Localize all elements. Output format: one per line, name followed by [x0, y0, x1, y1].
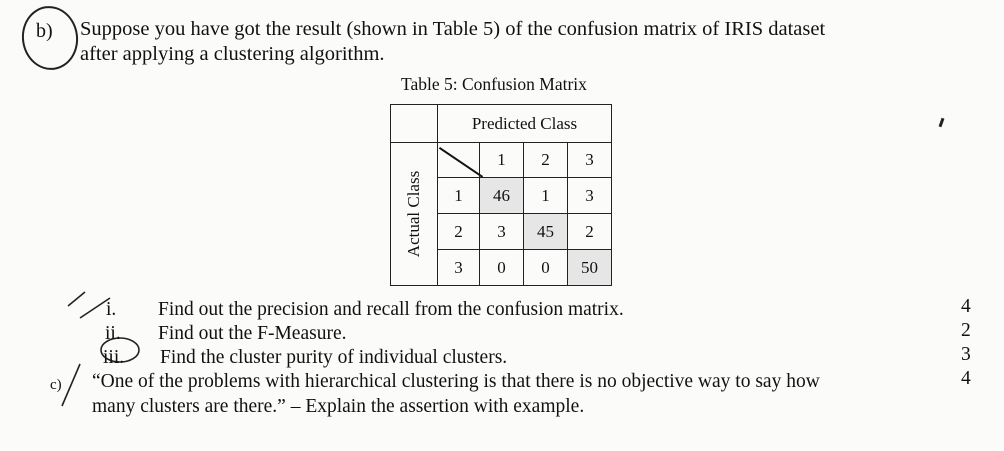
- item-c-marker: c): [50, 377, 62, 393]
- row-header-1: 1: [438, 178, 480, 214]
- diagonal-corner-cell: [438, 143, 480, 178]
- item-i-marker: i.: [106, 299, 117, 320]
- item-iii-marks: 3: [961, 344, 971, 365]
- item-c-marks: 4: [961, 368, 971, 389]
- row-header-2: 2: [438, 214, 480, 250]
- item-c-line1: “One of the problems with hierarchical clustering is that there is no objective way to say how: [92, 371, 820, 392]
- table-cell: 0: [480, 250, 524, 286]
- table-cell: 3: [480, 214, 524, 250]
- table-caption: Table 5: Confusion Matrix: [401, 74, 587, 94]
- column-header-3: 3: [568, 143, 612, 178]
- row-header-3: 3: [438, 250, 480, 286]
- table-cell: 2: [568, 214, 612, 250]
- table-cell: 3: [568, 178, 612, 214]
- item-ii-text: Find out the F-Measure.: [158, 323, 347, 344]
- item-iii-text: Find the cluster purity of individual clusters.: [160, 347, 508, 368]
- question-intro-line1: Suppose you have got the result (shown in Table 5) of the confusion matrix of IRIS dataset: [80, 18, 826, 40]
- table-cell: 45: [524, 214, 568, 250]
- table-cell: 1: [524, 178, 568, 214]
- column-header-1: 1: [480, 143, 524, 178]
- item-ii-marks: 2: [961, 320, 971, 341]
- item-i-text: Find out the precision and recall from the confusion matrix.: [158, 299, 624, 320]
- table-corner-cell: [391, 105, 438, 143]
- actual-class-header: [391, 143, 438, 286]
- table-cell: 50: [568, 250, 612, 286]
- predicted-class-header: Predicted Class: [438, 105, 612, 143]
- item-iii-marker: iii.: [103, 347, 125, 368]
- confusion-matrix-table: [390, 104, 612, 286]
- diagonal-line: [439, 147, 483, 178]
- column-header-2: 2: [524, 143, 568, 178]
- stray-mark: [939, 118, 945, 127]
- actual-class-label: Actual Class: [404, 170, 423, 258]
- question-label: b): [36, 20, 53, 42]
- item-i-marks: 4: [961, 296, 971, 317]
- item-ii-marker: ii.: [105, 323, 121, 344]
- table-cell: 46: [480, 178, 524, 214]
- table-cell: 0: [524, 250, 568, 286]
- item-c-line2: many clusters are there.” – Explain the assertion with example.: [92, 396, 585, 417]
- question-intro-line2: after applying a clustering algorithm.: [80, 43, 385, 65]
